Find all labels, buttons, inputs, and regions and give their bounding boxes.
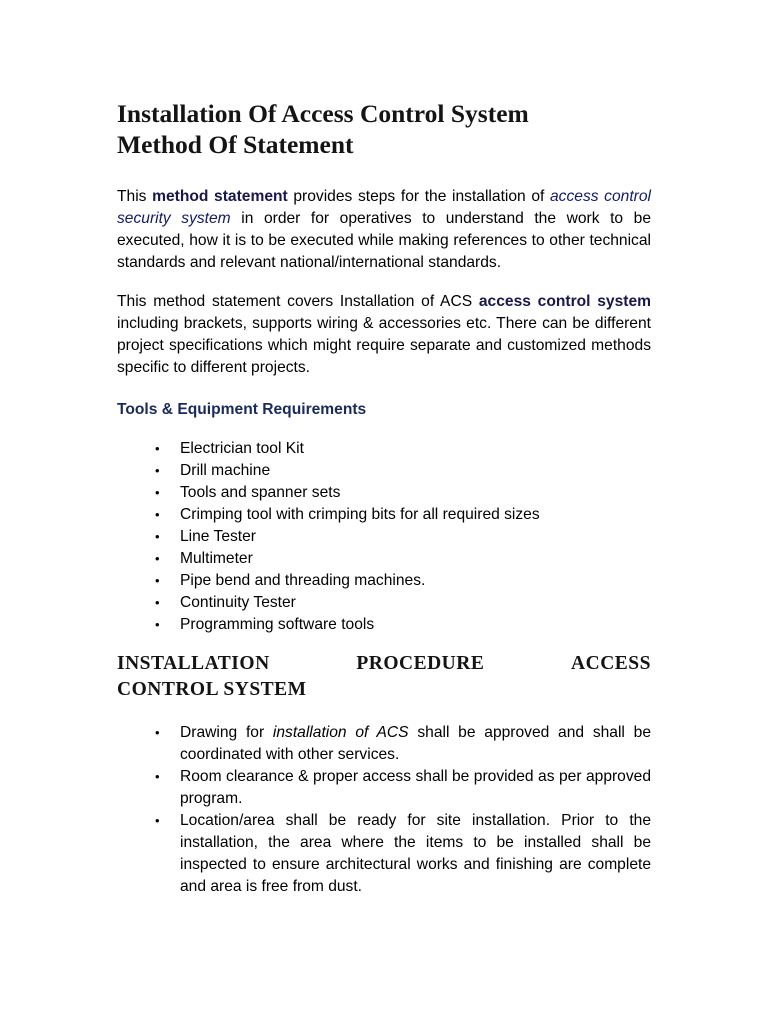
list-item: • Drill machine [117,460,651,482]
intro-text-3: in order for operatives to understand the work to be executed, how it is to be executed while making references to other technical standards and relevant national/international standards. [117,210,651,271]
bullet-icon: • [155,813,160,828]
access-control-system-term: access control system [478,293,651,310]
procedure-list [117,722,651,898]
access-control-link[interactable]: access control security system [117,188,651,227]
intro-text-1: This [117,188,153,205]
bullet-icon: • [155,485,160,500]
bullet-icon: • [155,617,160,632]
procedure-heading-line-1: INSTALLATION PROCEDURE ACCESS [117,653,651,674]
list-item: • Electrician tool Kit [117,438,651,460]
title-line-1: Installation Of Access Control System [117,99,529,128]
title-line-2: Method Of Statement [117,130,354,159]
tools-list [117,438,651,636]
intro-paragraph [117,186,651,274]
bullet-icon: • [155,595,160,610]
bullet-icon: • [155,725,160,740]
list-item: • Crimping tool with crimping bits for all required sizes [117,504,651,526]
bullet-icon: • [155,529,160,544]
bullet-icon: • [155,463,160,478]
procedure-heading-line-2: CONTROL SYSTEM [117,679,307,700]
list-item: • Programming software tools [117,614,651,636]
list-item: • Line Tester [117,526,651,548]
tools-heading: Tools & Equipment Requirements [117,401,367,418]
list-item: • Continuity Tester [117,592,651,614]
list-item: • Room clearance & proper access shall be provided as per approved program. [155,768,651,807]
scope-text-1: This method statement covers Installation of ACS [117,293,479,310]
scope-text-2: including brackets, supports wiring & accessories etc. There can be different project specifications which might require separate and customized methods specific to different projects. [117,315,651,376]
bullet-icon: • [155,441,160,456]
bullet-icon: • [155,769,160,784]
document-content [117,98,651,898]
procedure-heading [117,651,651,703]
list-item: • Location/area shall be ready for site installation. Prior to the installation, the area where the items to be installed shall be inspected to ensure architectural works and finishing are complete and area is free from dust. [155,812,651,895]
installation-of-acs-term: installation of ACS [272,724,409,741]
bullet-icon: • [155,507,160,522]
document-title [117,98,651,160]
bullet-icon: • [155,551,160,566]
list-item: • Tools and spanner sets [117,482,651,504]
method-statement-term: method statement [152,188,288,205]
bullet-icon: • [155,573,160,588]
list-item: • Multimeter [117,548,651,570]
list-item: • Pipe bend and threading machines. [117,570,651,592]
list-item: • Drawing for installation of ACS shall be approved and shall be coordinated with other services. [155,724,651,763]
intro-text-2: provides steps for the installation of [287,188,550,205]
scope-paragraph [117,291,651,379]
